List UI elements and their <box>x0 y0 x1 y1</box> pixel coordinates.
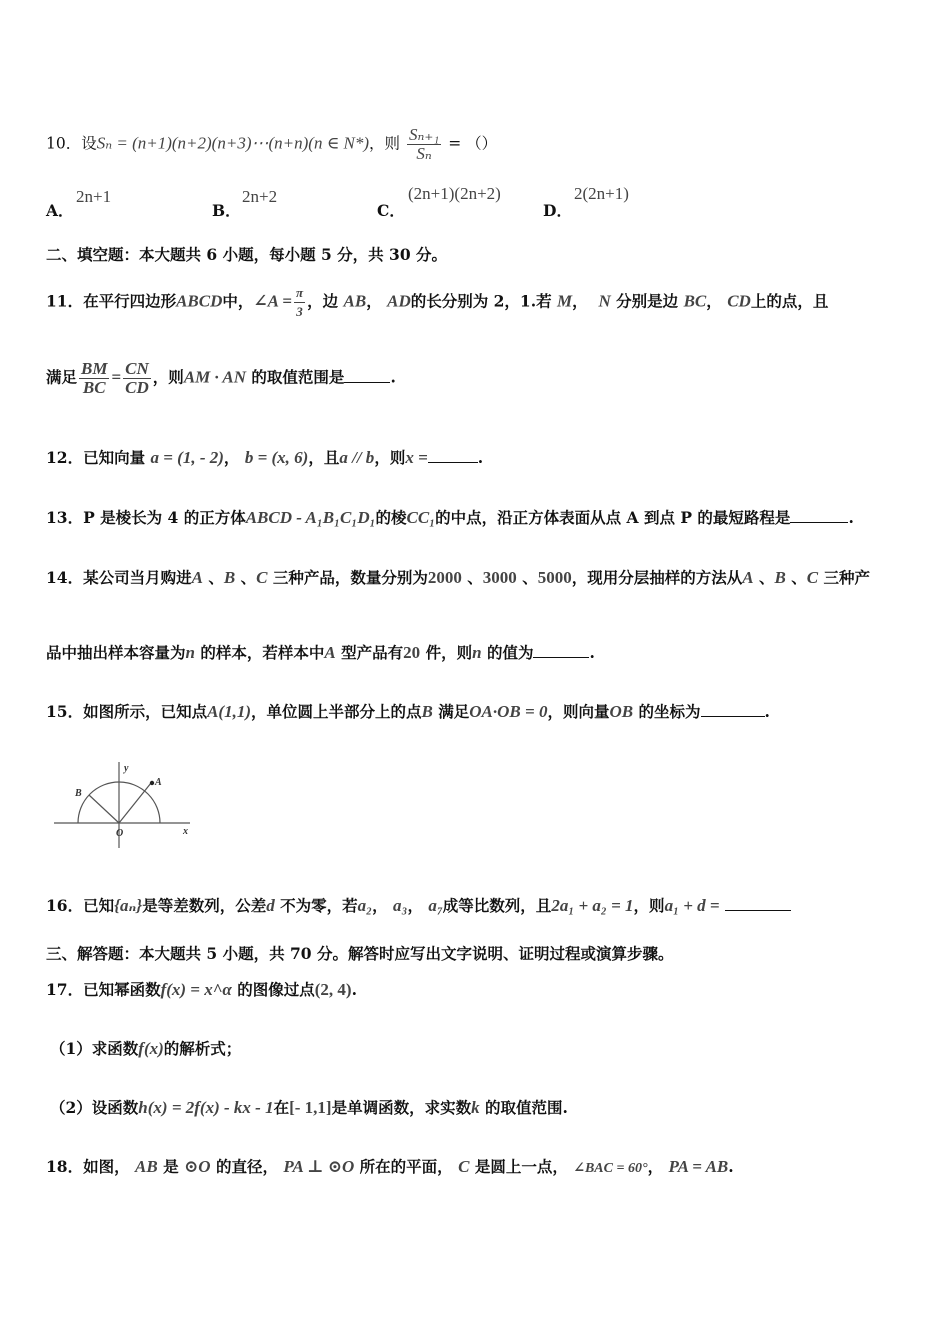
q10-option-d-value: 2(2n+1) <box>574 184 629 203</box>
label-o: O <box>116 828 124 839</box>
q12-answer-blank[interactable] <box>428 462 478 463</box>
segment-ob <box>89 795 119 823</box>
q14-line2: 品中抽出样本容量为n 的样本，若样本中A 型产品有20 件，则n 的值为 . <box>46 643 595 662</box>
section-3-heading: 三、解答题：本大题共 5 小题，共 70 分。解答时应写出文字说明、证明过程或演算步骤。 <box>46 944 674 963</box>
q11-line2: 满足 $\frac{BM}{BC}$ = $\frac{CN}{CD}$ ，则AM · AN 的取值范围是 . <box>46 359 396 397</box>
q12-stem: 12．已知向量 a = (1, - 2)， b = (x, 6)，且a // b，则x = . <box>46 448 484 467</box>
q10-ratio: $\frac{\text{Sₙ₊₁}}{\text{Sₙ}}$ <box>408 125 440 163</box>
label-y: y <box>124 763 129 774</box>
q10-option-a-value: 2n+1 <box>76 187 112 206</box>
q16-stem: 16．已知{aₙ}是等差数列，公差d 不为零，若a₂， a₃， a₇成等比数列，且2a₁ + a₂ = 1，则a₁ + d = <box>46 896 791 916</box>
q13-stem: 13．P 是棱长为 4 的正方体ABCD - A₁B₁C₁D₁的棱CC₁的中点，沿正方体表面从点 A 到点 P 的最短路程是 . <box>46 508 854 527</box>
q10-option-a-label: A． <box>46 201 74 220</box>
q10-sn-def: Sₙ = (n+1)(n+2)(n+3)⋯(n+n) <box>96 133 309 153</box>
q10-option-d-label: D． <box>543 201 572 220</box>
q15-answer-blank[interactable] <box>701 716 765 717</box>
label-b: B <box>75 788 82 799</box>
q18-stem: 18．如图， AB 是 ⊙O 的直径， PA ⊥ ⊙O 所在的平面， C 是圆上一点， ∠BAC = 60°， PA = AB. <box>46 1157 734 1176</box>
q11-line1: 11．在平行四边形ABCD中，∠A = $\frac{\pi}{3}$ ，边 AB， AD的长分别为 2，1.若 M， N 分别是边 BC， CD上的点，且 <box>46 285 829 319</box>
point-a <box>150 781 154 785</box>
q10-option-c-label: C． <box>377 201 405 220</box>
q17-part-2: （2）设函数h(x) = 2f(x) - kx - 1在[- 1,1]是单调函数，求实数k 的取值范围. <box>50 1098 568 1117</box>
segment-oa <box>119 783 151 823</box>
q17-part-1: （1）求函数f(x)的解析式； <box>50 1039 242 1058</box>
label-x: x <box>183 826 188 837</box>
q10-domain: (n ∈ N*) <box>308 133 370 153</box>
q11-answer-blank[interactable] <box>344 382 390 383</box>
label-a: A <box>155 777 162 788</box>
q13-answer-blank[interactable] <box>790 522 848 523</box>
q10-stem: 10．设Sₙ = (n+1)(n+2)(n+3)⋯(n+n)(n ∈ N*)，则 $\frac{\text{Sₙ₊₁}}{\text{Sₙ}}$ = （） <box>46 125 498 163</box>
q10-option-b-label: B． <box>212 201 241 220</box>
q10-option-b-value: 2n+2 <box>242 187 278 206</box>
q15-stem: 15．如图所示，已知点A(1,1)，单位圆上半部分上的点B 满足OA·OB = 0，则向量OB 的坐标为 . <box>46 702 770 721</box>
section-2-heading: 二、填空题：本大题共 6 小题，每小题 5 分，共 30 分。 <box>46 245 448 264</box>
q10-option-c-value: (2n+1)(2n+2) <box>408 184 501 203</box>
q14-line1: 14．某公司当月购进A 、B 、C 三种产品，数量分别为2000 、3000 、5000，现用分层抽样的方法从A 、B 、C 三种产 <box>46 568 871 587</box>
q16-answer-blank[interactable] <box>725 910 791 911</box>
q17-stem: 17．已知幂函数f(x) = x^α 的图像过点(2, 4). <box>46 980 357 999</box>
q14-answer-blank[interactable] <box>533 657 589 658</box>
q15-unit-circle-figure <box>54 758 194 850</box>
